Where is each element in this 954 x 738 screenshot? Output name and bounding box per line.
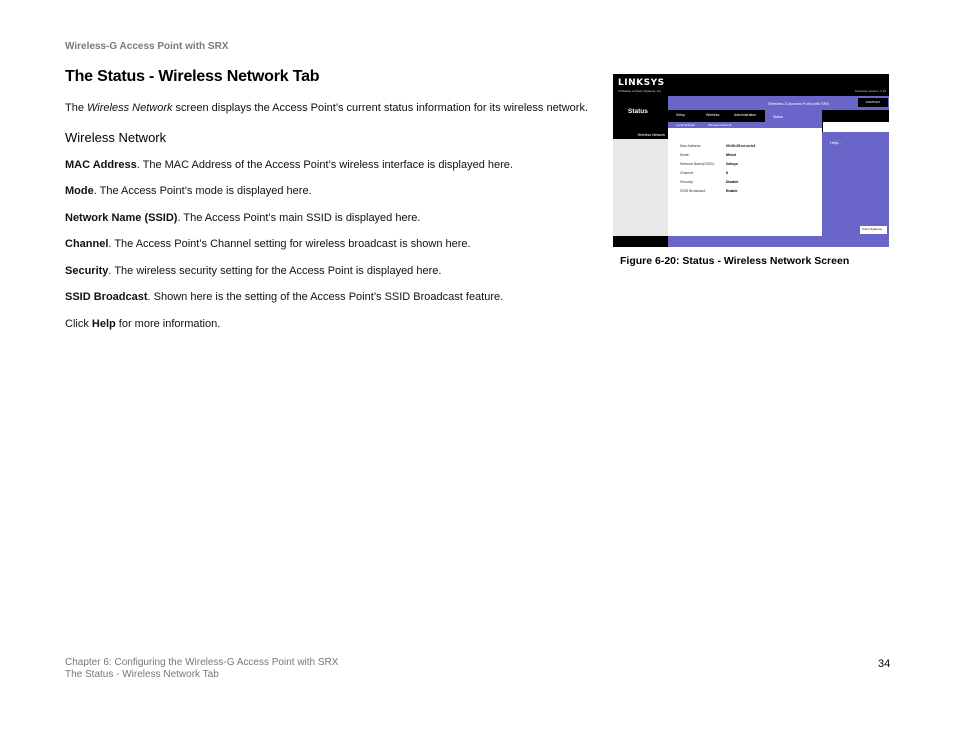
status-page-label: Status	[628, 108, 648, 115]
tab-administration[interactable]: Administration	[734, 113, 757, 117]
running-header: Wireless-G Access Point with SRX	[65, 41, 229, 52]
field-label: Mode:	[680, 153, 690, 157]
model-number: WAP54GX	[858, 98, 888, 107]
item-desc: . The Access Point’s mode is displayed here.	[93, 185, 312, 197]
item-term: Security	[65, 265, 109, 277]
item-desc: . The wireless security setting for the Access Point is displayed here.	[108, 265, 442, 277]
help-link[interactable]: Help...	[830, 140, 842, 145]
field-value: Mixed	[726, 153, 736, 157]
item-desc: . Shown here is the setting of the Access Point’s SSID Broadcast feature.	[147, 291, 504, 303]
field-label: Security:	[680, 180, 694, 184]
item-mode	[65, 184, 312, 198]
subtab-local-network[interactable]: Local Network	[676, 123, 696, 127]
item-desc: . The Access Point’s Channel setting for wireless broadcast is shown here.	[108, 238, 471, 250]
field-label: Mac Address:	[680, 144, 702, 148]
figure-model-bar	[668, 96, 889, 110]
figure-divider	[822, 110, 823, 132]
tab-status[interactable]	[765, 110, 822, 122]
field-value: linksys	[726, 162, 738, 166]
cisco-label: Cisco Systems	[862, 227, 882, 231]
linksys-logo: LINKSYS	[618, 78, 665, 88]
field-label: Channel:	[680, 171, 695, 175]
intro-emphasis: Wireless Network	[87, 102, 173, 114]
intro-pre: The	[65, 102, 88, 114]
item-desc: . The Access Point’s main SSID is displayed here.	[177, 212, 421, 224]
figure-help-panel	[822, 132, 889, 236]
field-label: Network Name(SSID):	[680, 162, 715, 166]
side-label-bar	[613, 132, 668, 139]
item-term: SSID Broadcast	[65, 291, 148, 303]
item-ssid	[65, 211, 420, 225]
tab-setup[interactable]: Setup	[676, 113, 686, 117]
item-security	[65, 264, 441, 278]
side-label: Wireless Network	[637, 133, 665, 137]
section-title: The Status - Wireless Network Tab	[65, 68, 320, 85]
field-value: Enable	[726, 189, 738, 193]
item-term: MAC Address	[65, 159, 137, 171]
field-value: 00:06:25:xx:xx:b3	[726, 144, 756, 148]
item-channel	[65, 237, 471, 251]
logo-subtitle: A Division of Cisco Systems, Inc.	[618, 89, 662, 93]
item-ssid-broadcast	[65, 290, 503, 304]
figure-bottom-bar	[668, 236, 889, 247]
figure-left-nav	[613, 96, 668, 132]
item-desc: . The MAC Address of the Access Point’s wireless interface is displayed here.	[136, 159, 513, 171]
item-term: Channel	[65, 238, 109, 250]
closing-post: for more information.	[115, 318, 221, 330]
field-value: Disable	[726, 180, 739, 184]
figure-content	[668, 132, 822, 236]
footer-chapter: Chapter 6: Configuring the Wireless-G Access Point with SRX	[65, 657, 339, 668]
figure-bottom-left	[613, 236, 668, 247]
tab-wireless[interactable]: Wireless	[706, 113, 720, 117]
figure-side-panel	[613, 132, 668, 236]
subtab-wireless-network[interactable]: Wireless Network	[708, 123, 732, 127]
footer-section: The Status - Wireless Network Tab	[65, 669, 219, 680]
subheading-wireless-network: Wireless Network	[65, 130, 167, 145]
tab-status-label: Status	[773, 115, 783, 119]
figure-caption: Figure 6-20: Status - Wireless Network Screen	[620, 255, 850, 267]
intro-post: screen displays the Access Point’s current status information for its wireless network.	[172, 102, 589, 114]
closing-paragraph	[65, 317, 220, 331]
figure-subtabs	[668, 122, 822, 128]
item-mac-address	[65, 158, 513, 172]
firmware-version: Firmware Version: 1.10	[855, 89, 886, 93]
model-title: Wireless-G Access Point with SRX	[768, 101, 830, 106]
field-value: 6	[726, 171, 728, 175]
figure-tabs-row	[668, 110, 889, 122]
field-label: SSID Broadcast:	[680, 189, 706, 193]
closing-bold: Help	[91, 318, 116, 330]
status-screen-figure	[613, 74, 889, 247]
closing-pre: Click	[65, 318, 92, 330]
item-term: Network Name (SSID)	[65, 212, 178, 224]
figure-top-bar	[613, 74, 889, 96]
page-number: 34	[878, 658, 891, 670]
item-term: Mode	[65, 185, 94, 197]
intro-paragraph	[65, 101, 588, 115]
cisco-logo	[860, 226, 887, 234]
